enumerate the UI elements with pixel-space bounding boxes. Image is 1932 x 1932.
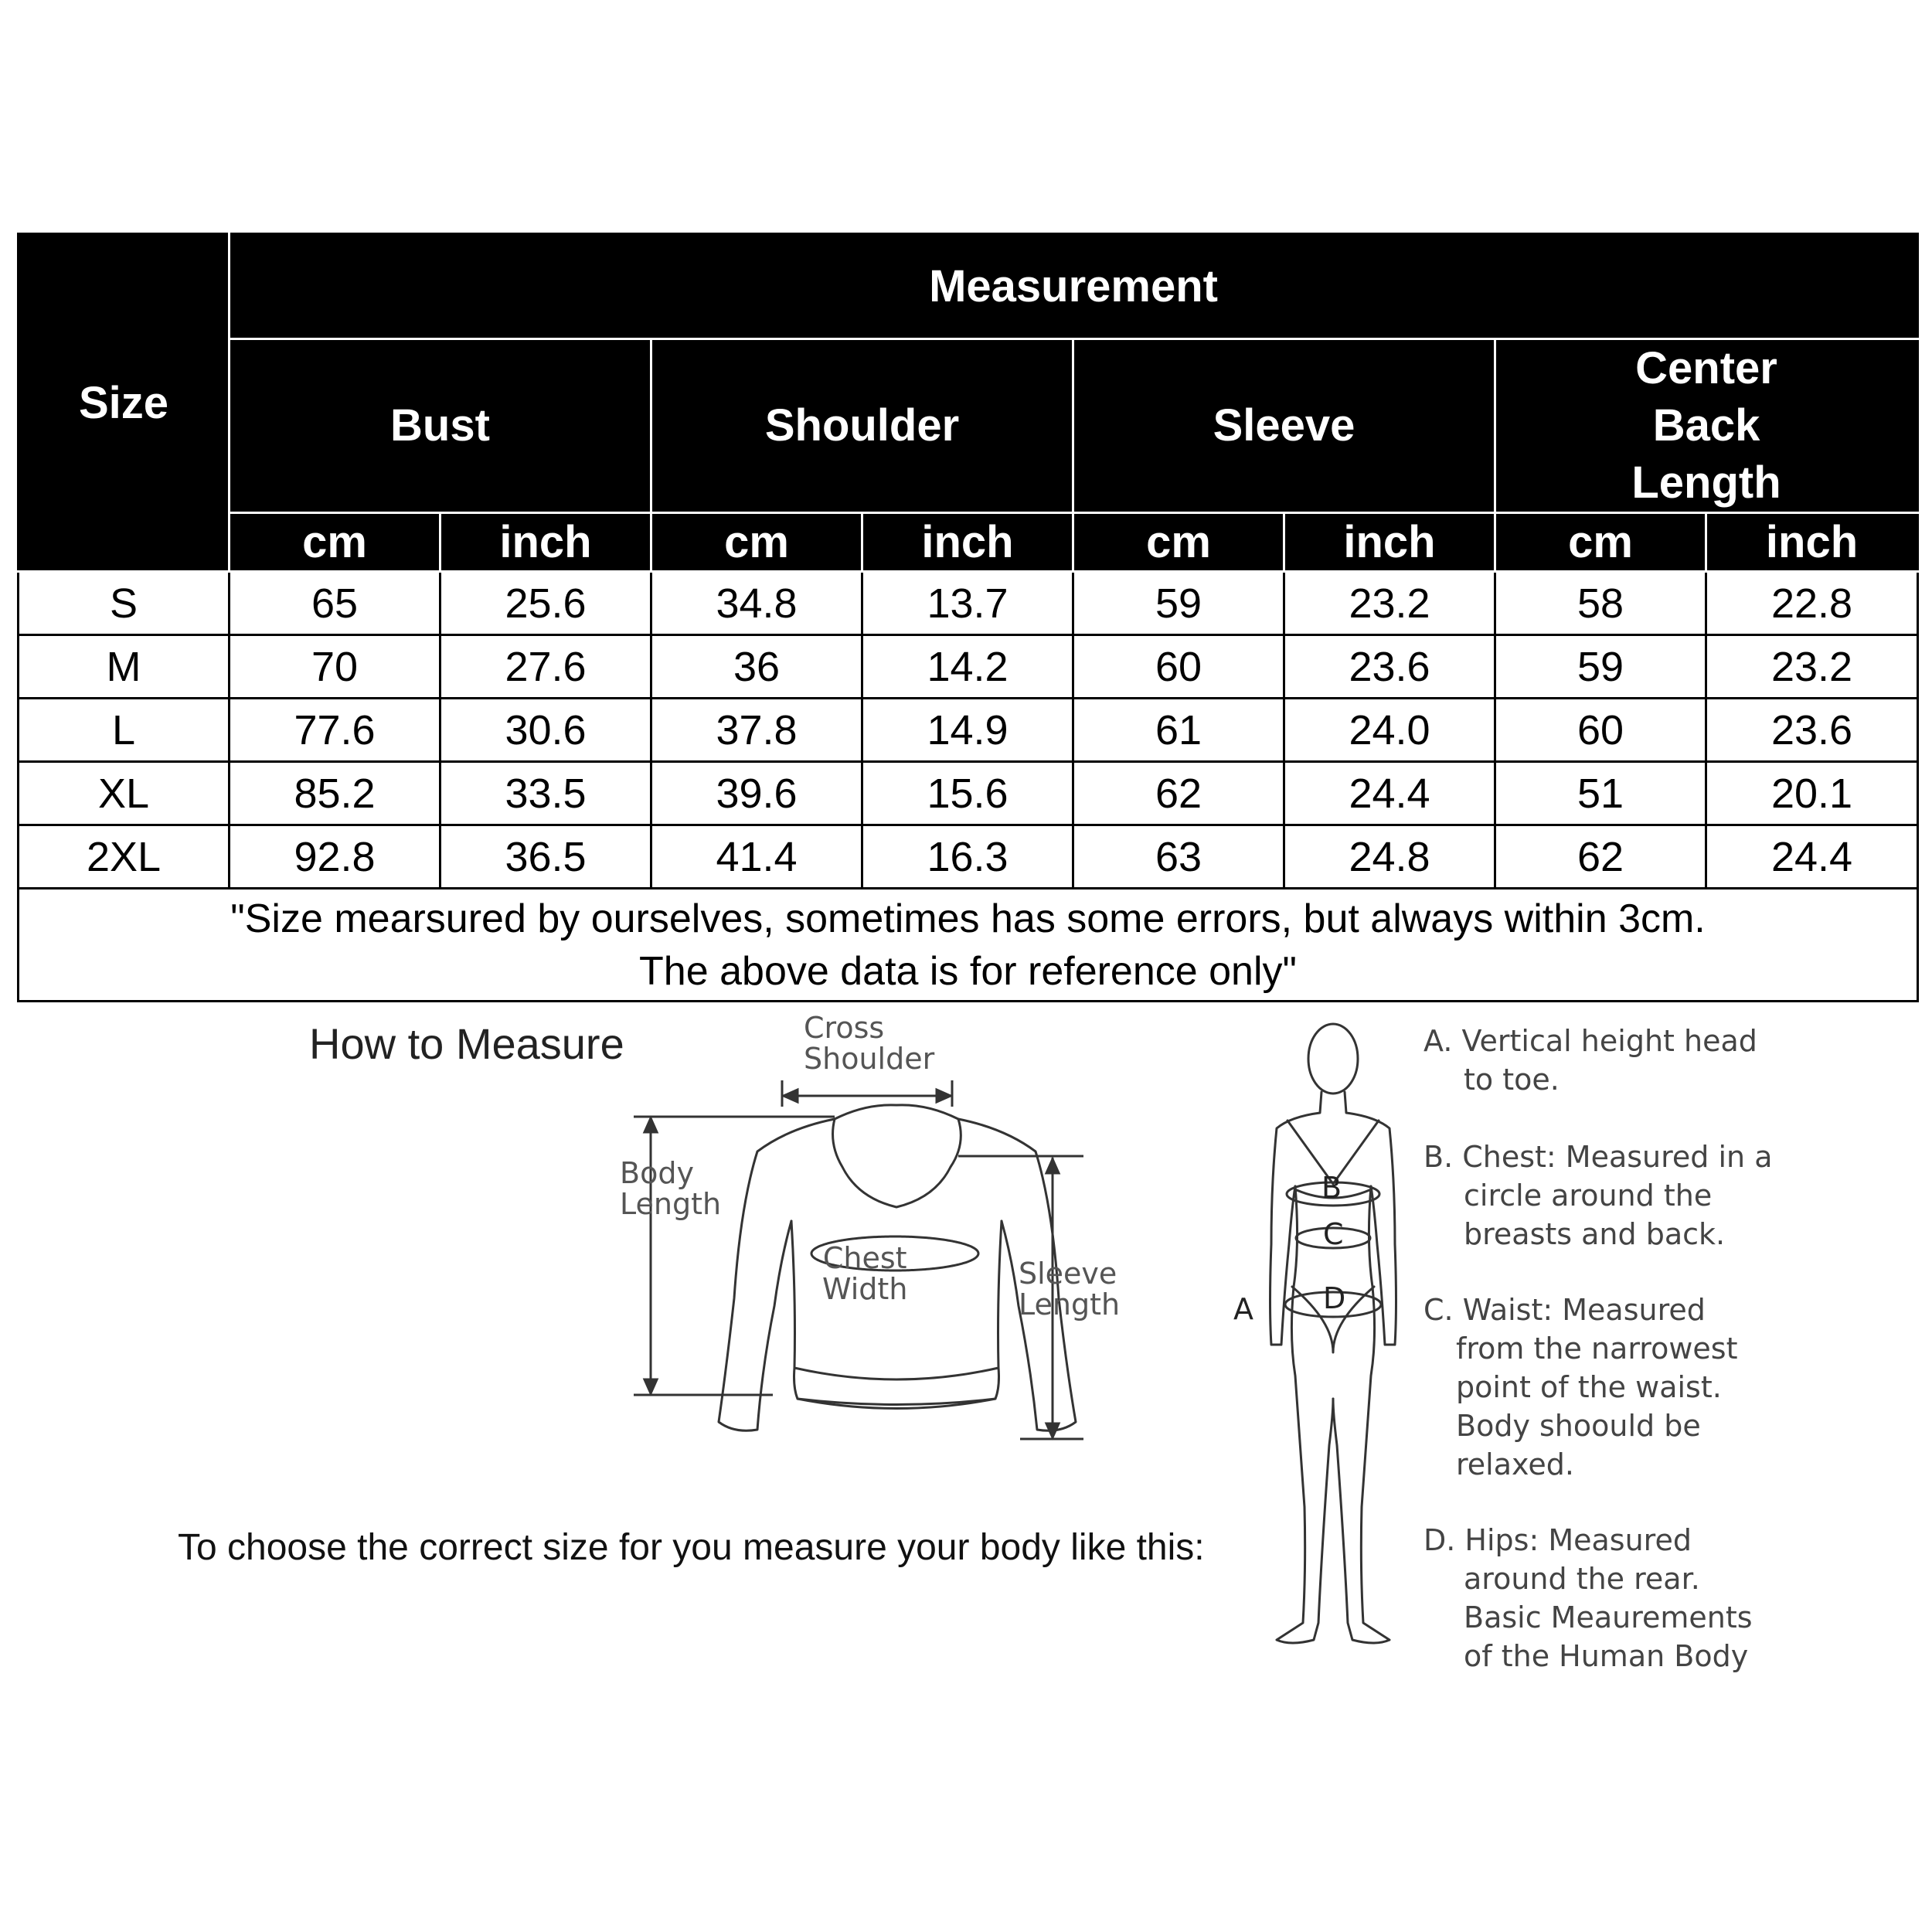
size-header: Size	[19, 234, 230, 572]
value-cell: 77.6	[230, 699, 440, 762]
value-cell: 30.6	[440, 699, 651, 762]
note-line-2: The above data is for reference only"	[639, 948, 1297, 994]
value-cell: 34.8	[651, 572, 862, 635]
value-cell: 15.6	[862, 762, 1073, 825]
value-cell: 70	[230, 635, 440, 699]
cross-shoulder-label-line: Cross	[804, 1011, 885, 1045]
figure-letter-a: A	[1233, 1292, 1253, 1326]
value-cell: 63	[1073, 825, 1284, 889]
value-cell: 36.5	[440, 825, 651, 889]
value-cell: 24.4	[1706, 825, 1918, 889]
value-cell: 92.8	[230, 825, 440, 889]
value-cell: 24.8	[1284, 825, 1495, 889]
value-cell: 60	[1073, 635, 1284, 699]
group-header-sleeve: Sleeve	[1073, 339, 1495, 513]
value-cell: 23.6	[1706, 699, 1918, 762]
size-cell: S	[19, 572, 230, 635]
value-cell: 51	[1495, 762, 1706, 825]
value-cell: 39.6	[651, 762, 862, 825]
value-cell: 62	[1495, 825, 1706, 889]
body-length-label-line: Length	[620, 1187, 722, 1221]
value-cell: 62	[1073, 762, 1284, 825]
legend-line: A. Vertical height head	[1423, 1024, 1757, 1058]
legend-a	[1423, 1022, 1757, 1099]
body-length-label-line: Body	[620, 1156, 694, 1190]
value-cell: 25.6	[440, 572, 651, 635]
legend-line: D. Hips: Measured	[1423, 1523, 1692, 1557]
legend-line: circle around the	[1464, 1179, 1713, 1213]
unit-header: inch	[440, 513, 651, 572]
legend-c	[1423, 1291, 1737, 1484]
unit-header: cm	[1073, 513, 1284, 572]
unit-header: inch	[1706, 513, 1918, 572]
table-row	[19, 572, 1918, 635]
note-line-1: "Size mearsured by ourselves, sometimes has some errors, but always within 3cm.	[230, 896, 1706, 941]
value-cell: 61	[1073, 699, 1284, 762]
body-length-label	[620, 1158, 721, 1219]
value-cell: 13.7	[862, 572, 1073, 635]
sleeve-length-label-line: Sleeve	[1019, 1257, 1117, 1291]
value-cell: 37.8	[651, 699, 862, 762]
value-cell: 23.6	[1284, 635, 1495, 699]
figure-letter-c: C	[1323, 1217, 1344, 1251]
legend-line: relaxed.	[1456, 1447, 1574, 1481]
value-cell: 60	[1495, 699, 1706, 762]
value-cell: 85.2	[230, 762, 440, 825]
legend-line: C. Waist: Measured	[1423, 1293, 1706, 1327]
chest-width-label	[822, 1243, 907, 1304]
table-note-row	[19, 889, 1918, 1002]
value-cell: 59	[1495, 635, 1706, 699]
legend-b	[1423, 1138, 1773, 1253]
choose-size-instruction: To choose the correct size for you measure your body like this:	[178, 1527, 1205, 1568]
value-cell: 20.1	[1706, 762, 1918, 825]
measurement-header: Measurement	[230, 234, 1918, 339]
value-cell: 58	[1495, 572, 1706, 635]
human-body-figure-icon	[1229, 1012, 1422, 1654]
value-cell: 23.2	[1706, 635, 1918, 699]
value-cell: 27.6	[440, 635, 651, 699]
sleeve-length-label	[1019, 1258, 1120, 1320]
size-cell: M	[19, 635, 230, 699]
value-cell: 14.9	[862, 699, 1073, 762]
chest-width-label-line: Width	[822, 1272, 908, 1306]
table-row	[19, 825, 1918, 889]
size-cell: L	[19, 699, 230, 762]
size-cell: 2XL	[19, 825, 230, 889]
how-to-measure-title: How to Measure	[309, 1019, 624, 1068]
table-row	[19, 699, 1918, 762]
group-header-shoulder: Shoulder	[651, 339, 1073, 513]
cross-shoulder-label	[804, 1012, 934, 1074]
table-row	[19, 635, 1918, 699]
value-cell: 23.2	[1284, 572, 1495, 635]
size-chart-table	[17, 233, 1919, 1002]
value-cell: 22.8	[1706, 572, 1918, 635]
value-cell: 33.5	[440, 762, 651, 825]
value-cell: 36	[651, 635, 862, 699]
value-cell: 59	[1073, 572, 1284, 635]
group-header-bust: Bust	[230, 339, 651, 513]
legend-line: breasts and back.	[1464, 1217, 1726, 1251]
unit-header: cm	[230, 513, 440, 572]
center-back-length-label: Center Back Length	[1631, 343, 1781, 508]
sleeve-length-label-line: Length	[1019, 1287, 1121, 1321]
chest-width-label-line: Chest	[822, 1241, 907, 1275]
legend-line: from the narrowest	[1456, 1332, 1738, 1366]
legend-line: point of the waist.	[1456, 1370, 1722, 1404]
legend-line: Basic Meaurements	[1464, 1600, 1753, 1634]
table-row	[19, 762, 1918, 825]
legend-line: of the Human Body	[1464, 1639, 1749, 1673]
value-cell: 65	[230, 572, 440, 635]
unit-header: inch	[1284, 513, 1495, 572]
figure-letter-b: B	[1321, 1171, 1342, 1205]
reference-note	[19, 889, 1918, 1002]
value-cell: 14.2	[862, 635, 1073, 699]
cross-shoulder-label-line: Shoulder	[804, 1042, 935, 1076]
unit-header: cm	[651, 513, 862, 572]
value-cell: 24.0	[1284, 699, 1495, 762]
legend-line: to toe.	[1464, 1063, 1560, 1097]
unit-header: cm	[1495, 513, 1706, 572]
legend-line: B. Chest: Measured in a	[1423, 1140, 1773, 1174]
legend-line: Body shoould be	[1456, 1409, 1701, 1443]
legend-d	[1423, 1521, 1753, 1675]
group-header-center-back-length	[1495, 339, 1918, 513]
size-cell: XL	[19, 762, 230, 825]
legend-line: around the rear.	[1464, 1562, 1700, 1596]
value-cell: 24.4	[1284, 762, 1495, 825]
figure-letter-d: D	[1323, 1281, 1346, 1315]
value-cell: 16.3	[862, 825, 1073, 889]
value-cell: 41.4	[651, 825, 862, 889]
unit-header: inch	[862, 513, 1073, 572]
